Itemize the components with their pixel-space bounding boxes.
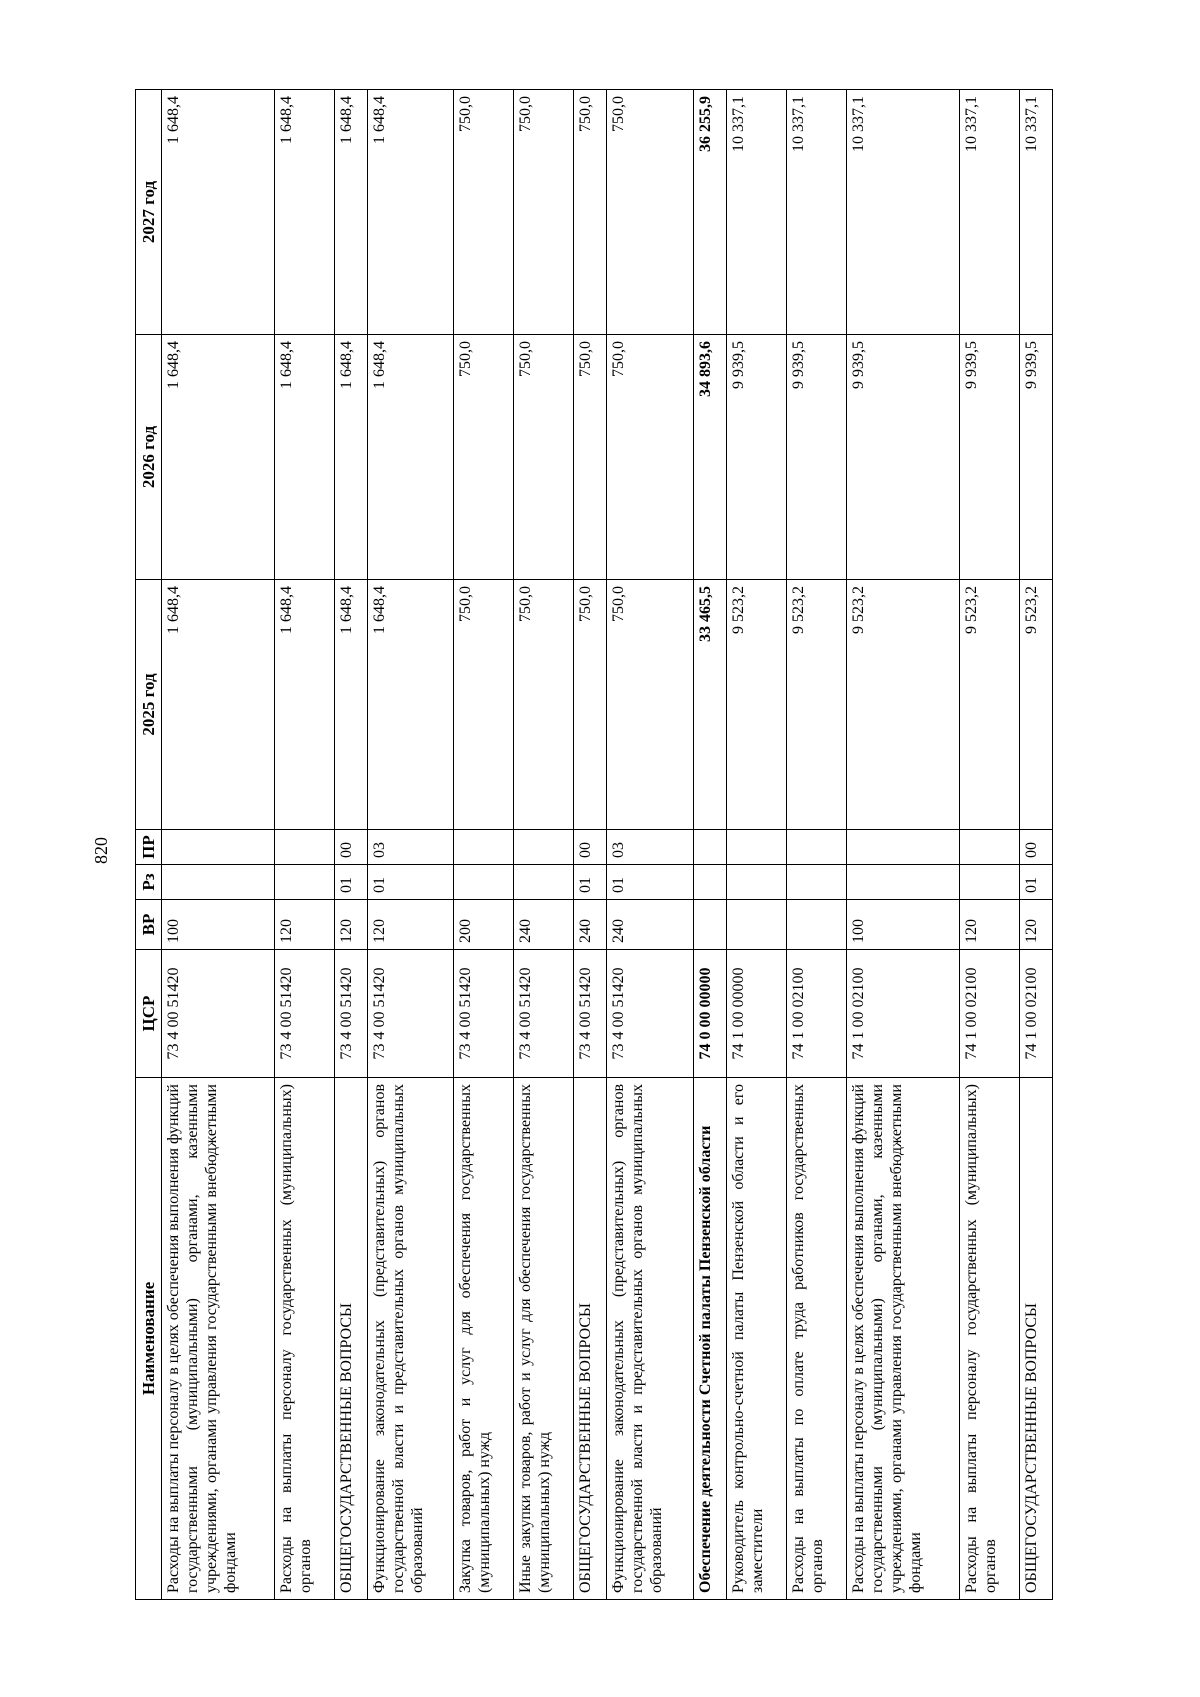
cell-vr: 100 [846,900,959,950]
cell-rz [162,865,275,900]
table-row [162,90,275,1600]
table-row [514,90,574,1600]
cell-2025: 750,0 [574,580,607,830]
table-row [959,90,1019,1600]
cell-2025: 9 523,2 [727,580,787,830]
cell-name: Расходы на выплаты персоналу в целях обеспечения выполнения функций государственными (муниципальными) органами, казенными учреждениями, органами управления государственными внебюджетными фондами [846,1078,959,1600]
cell-pr: 00 [574,830,607,865]
cell-rz: 01 [368,865,454,900]
table-row [334,90,367,1600]
table-row [368,90,454,1600]
table-body [162,90,1053,1600]
table-row [787,90,847,1600]
cell-2025: 9 523,2 [846,580,959,830]
cell-name: Функционирование законодательных (представительных) органов государственной власти и представительных органов муниципальных образований [607,1078,693,1600]
cell-rz: 01 [607,865,693,900]
cell-2025: 9 523,2 [959,580,1019,830]
cell-name: Иные закупки товаров, работ и услуг для обеспечения государственных (муниципальных) нужд [514,1078,574,1600]
cell-2027: 1 648,4 [334,90,367,335]
cell-pr: 03 [368,830,454,865]
cell-pr [787,830,847,865]
cell-pr [514,830,574,865]
cell-name: Функционирование законодательных (представительных) органов государственной власти и представительных органов муниципальных образований [368,1078,454,1600]
cell-vr [693,900,726,950]
cell-pr [846,830,959,865]
cell-2025: 750,0 [607,580,693,830]
cell-2026: 750,0 [574,335,607,580]
cell-rz [727,865,787,900]
table-row [1019,90,1052,1600]
cell-name: Расходы на выплаты персоналу государственных (муниципальных) органов [274,1078,334,1600]
cell-csr: 73 4 00 51420 [162,950,275,1078]
cell-rz [274,865,334,900]
cell-2025: 750,0 [454,580,514,830]
cell-csr: 73 4 00 51420 [454,950,514,1078]
cell-rz [846,865,959,900]
cell-vr: 120 [368,900,454,950]
cell-csr: 73 4 00 51420 [574,950,607,1078]
cell-pr [959,830,1019,865]
table-row [846,90,959,1600]
cell-csr: 74 1 00 02100 [959,950,1019,1078]
cell-pr: 00 [1019,830,1052,865]
cell-pr [162,830,275,865]
cell-2026: 9 939,5 [727,335,787,580]
cell-pr [727,830,787,865]
cell-vr: 200 [454,900,514,950]
table-header-row [136,90,162,1600]
header-vr: ВР [136,900,162,950]
page-number-container [86,820,116,880]
cell-vr: 240 [574,900,607,950]
cell-name: ОБЩЕГОСУДАРСТВЕННЫЕ ВОПРОСЫ [574,1078,607,1600]
cell-2027: 1 648,4 [368,90,454,335]
budget-table-wrapper [135,90,1053,1600]
table-row [274,90,334,1600]
cell-rz [454,865,514,900]
cell-2027: 750,0 [607,90,693,335]
cell-rz [514,865,574,900]
cell-2026: 750,0 [454,335,514,580]
cell-2026: 750,0 [607,335,693,580]
cell-2027: 1 648,4 [162,90,275,335]
cell-2026: 1 648,4 [368,335,454,580]
cell-vr: 240 [514,900,574,950]
cell-rz [787,865,847,900]
cell-pr [693,830,726,865]
cell-2027: 750,0 [514,90,574,335]
cell-2025: 1 648,4 [162,580,275,830]
cell-2026: 9 939,5 [846,335,959,580]
cell-2025: 9 523,2 [1019,580,1052,830]
cell-2027: 10 337,1 [727,90,787,335]
cell-name: Руководитель контрольно-счетной палаты Пензенской области и его заместители [727,1078,787,1600]
cell-vr: 100 [162,900,275,950]
cell-csr: 74 0 00 00000 [693,950,726,1078]
cell-2026: 9 939,5 [787,335,847,580]
cell-pr [454,830,514,865]
cell-2026: 750,0 [514,335,574,580]
cell-name: Расходы на выплаты персоналу в целях обеспечения выполнения функций государственными (муниципальными) органами, казенными учреждениями, органами управления государственными внебюджетными фондами [162,1078,275,1600]
cell-rz: 01 [574,865,607,900]
cell-vr: 120 [959,900,1019,950]
cell-csr: 73 4 00 51420 [607,950,693,1078]
cell-2025: 1 648,4 [368,580,454,830]
table-row [693,90,726,1600]
cell-2027: 10 337,1 [787,90,847,335]
cell-csr: 74 1 00 02100 [846,950,959,1078]
cell-2026: 9 939,5 [959,335,1019,580]
cell-2026: 1 648,4 [162,335,275,580]
header-2025: 2025 год [136,580,162,830]
header-pr: ПР [136,830,162,865]
cell-csr: 73 4 00 51420 [368,950,454,1078]
cell-2027: 750,0 [574,90,607,335]
table-row [454,90,514,1600]
cell-name: ОБЩЕГОСУДАРСТВЕННЫЕ ВОПРОСЫ [334,1078,367,1600]
cell-2026: 9 939,5 [1019,335,1052,580]
table-row [607,90,693,1600]
page-number: 820 [90,836,111,864]
cell-2025: 750,0 [514,580,574,830]
header-csr: ЦСР [136,950,162,1078]
cell-2027: 1 648,4 [274,90,334,335]
cell-name: Расходы на выплаты по оплате труда работников государственных органов [787,1078,847,1600]
cell-rz [959,865,1019,900]
cell-rz: 01 [334,865,367,900]
cell-pr [274,830,334,865]
cell-vr: 120 [1019,900,1052,950]
cell-name: ОБЩЕГОСУДАРСТВЕННЫЕ ВОПРОСЫ [1019,1078,1052,1600]
header-2026: 2026 год [136,335,162,580]
cell-2025: 33 465,5 [693,580,726,830]
cell-2027: 10 337,1 [1019,90,1052,335]
cell-2025: 1 648,4 [334,580,367,830]
cell-vr [727,900,787,950]
cell-2026: 34 893,6 [693,335,726,580]
cell-rz: 01 [1019,865,1052,900]
cell-2025: 1 648,4 [274,580,334,830]
cell-vr: 240 [607,900,693,950]
cell-2027: 10 337,1 [846,90,959,335]
cell-pr: 00 [334,830,367,865]
cell-2025: 9 523,2 [787,580,847,830]
cell-2026: 1 648,4 [334,335,367,580]
cell-name: Закупка товаров, работ и услуг для обеспечения государственных (муниципальных) нужд [454,1078,514,1600]
cell-rz [693,865,726,900]
cell-csr: 73 4 00 51420 [514,950,574,1078]
header-rz: Рз [136,865,162,900]
cell-pr: 03 [607,830,693,865]
cell-name: Расходы на выплаты персоналу государственных (муниципальных) органов [959,1078,1019,1600]
cell-csr: 74 1 00 02100 [1019,950,1052,1078]
cell-2027: 750,0 [454,90,514,335]
cell-vr: 120 [274,900,334,950]
cell-2026: 1 648,4 [274,335,334,580]
cell-2027: 36 255,9 [693,90,726,335]
table-row [574,90,607,1600]
cell-name: Обеспечение деятельности Счетной палаты Пензенской области [693,1078,726,1600]
budget-table [135,89,1053,1600]
header-name: Наименование [136,1078,162,1600]
cell-csr: 73 4 00 51420 [334,950,367,1078]
header-2027: 2027 год [136,90,162,335]
cell-csr: 74 1 00 00000 [727,950,787,1078]
cell-csr: 74 1 00 02100 [787,950,847,1078]
cell-vr [787,900,847,950]
cell-2027: 10 337,1 [959,90,1019,335]
cell-vr: 120 [334,900,367,950]
cell-csr: 73 4 00 51420 [274,950,334,1078]
table-row [727,90,787,1600]
